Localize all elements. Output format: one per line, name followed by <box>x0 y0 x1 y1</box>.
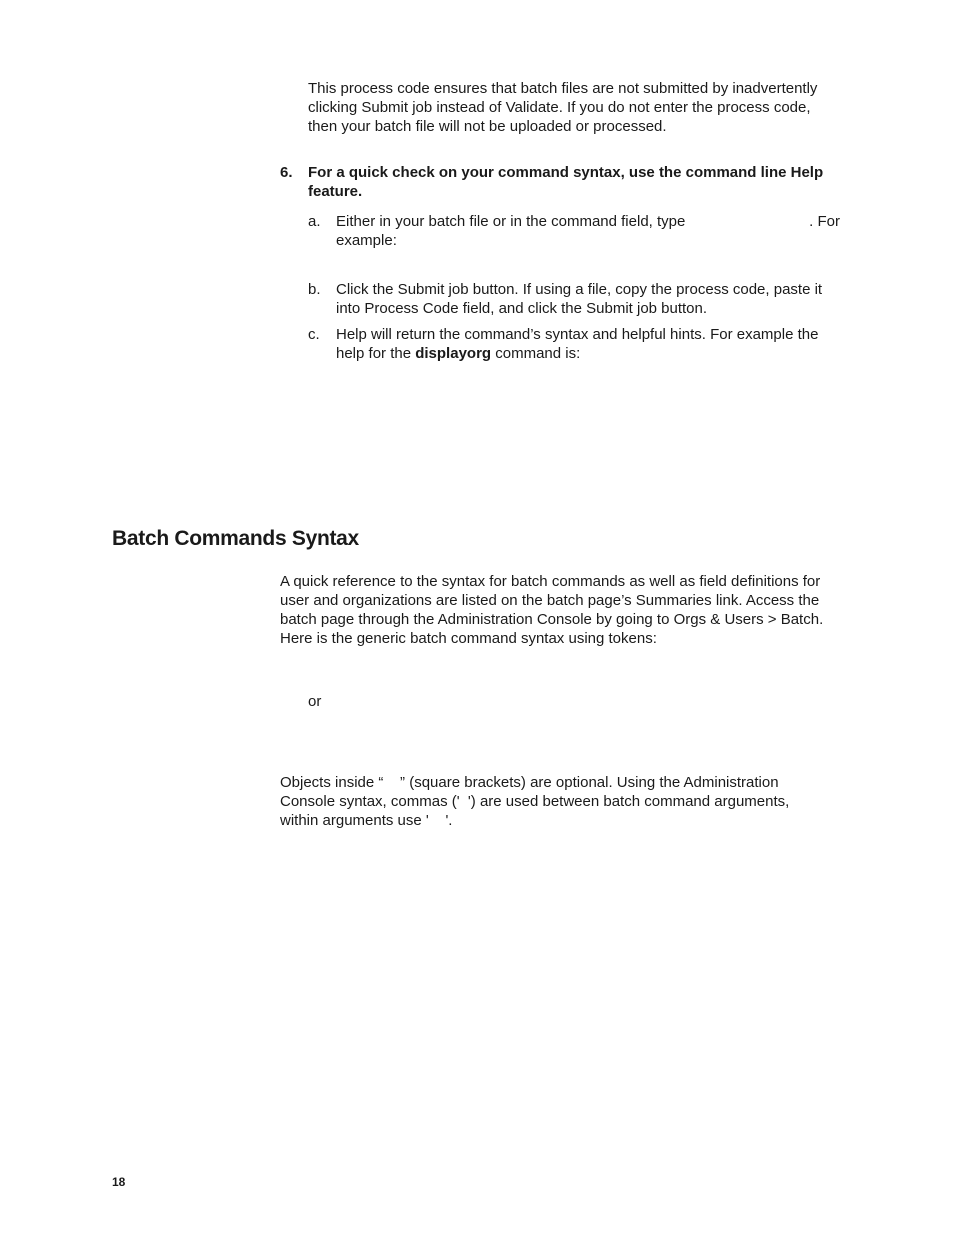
substep-c-body <box>336 325 840 363</box>
section-paragraph: A quick reference to the syntax for batch commands as well as field definitions for user and organizations are listed on the batch page’s Summaries link. Access the batch page through the Administration Console by going to Orgs & Users > Batch. Here is the generic batch command syntax using tokens: <box>280 573 824 647</box>
objects-line-1: Objects inside “ ” (square brackets) are optional. Using the Administration <box>280 774 779 791</box>
page-number: 18 <box>112 1175 126 1189</box>
substep-a-line1 <box>336 212 840 231</box>
substep-a-text: Either in your batch file or in the command field, type <box>336 213 686 230</box>
substep-c-text-end: command is: <box>491 345 581 362</box>
step-text: For a quick check on your command syntax, use the command line Help feature. <box>308 164 824 200</box>
objects-line-2: Console syntax, commas (' ') are used between batch command arguments, <box>280 793 790 810</box>
substep-a-text-end: . For <box>809 213 840 230</box>
substep-a-line2: example: <box>336 232 397 249</box>
or-separator: or <box>308 693 322 710</box>
command-name: displayorg <box>415 345 492 362</box>
substep-letter: a. <box>308 213 321 230</box>
substep-letter: b. <box>308 281 321 298</box>
objects-paragraph <box>280 773 840 830</box>
objects-line-3: within arguments use ' '. <box>280 812 453 829</box>
substep-c-text: Help will return the command’s syntax and helpful hints. For example the help for the <box>336 326 819 362</box>
step-number: 6. <box>280 164 293 181</box>
substep-letter: c. <box>308 326 320 343</box>
substep-a-body <box>336 212 840 250</box>
intro-paragraph: This process code ensures that batch files are not submitted by inadvertently clicking Submit job instead of Validate. If you do not enter the process code, then your batch file will not be uploaded or processed. <box>308 80 818 135</box>
section-heading: Batch Commands Syntax <box>112 527 359 550</box>
substep-b-text: Click the Submit job button. If using a file, copy the process code, paste it into Process Code field, and click the Submit job button. <box>336 281 823 317</box>
